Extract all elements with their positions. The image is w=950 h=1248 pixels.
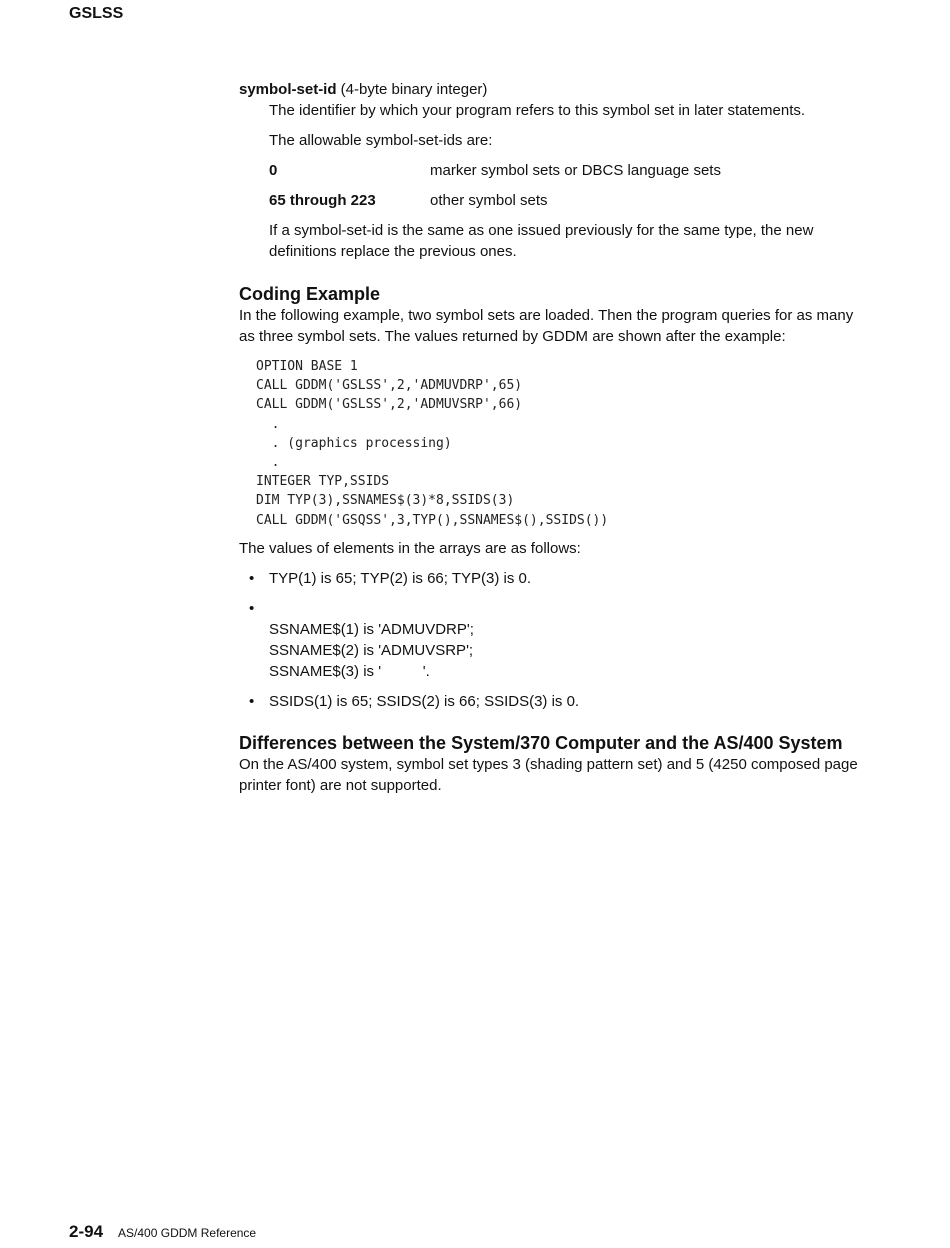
allowable-values-list xyxy=(269,160,864,211)
value-row xyxy=(269,160,864,181)
page-content xyxy=(239,79,864,796)
bullet-icon: • xyxy=(249,692,255,710)
value-row xyxy=(269,190,864,211)
value-desc: other symbol sets xyxy=(430,192,548,209)
coding-example-heading: Coding Example xyxy=(239,284,381,304)
running-head: GSLSS xyxy=(69,5,124,22)
parameter-entry xyxy=(239,79,864,100)
ssname-line: SSNAME$(3) is ' '. xyxy=(269,662,430,680)
page-footer xyxy=(69,1221,256,1244)
values-list xyxy=(239,568,864,712)
typ-values: TYP(1) is 65; TYP(2) is 66; TYP(3) is 0. xyxy=(269,569,532,587)
bullet-icon: • xyxy=(249,599,255,617)
differences-heading: Differences between the System/370 Computer and the AS/400 System xyxy=(239,732,843,753)
list-item xyxy=(239,691,864,712)
parameter-type: (4-byte binary integer) xyxy=(336,81,488,98)
allowable-intro: The allowable symbol-set-ids are: xyxy=(269,132,493,149)
parameter-description xyxy=(269,100,864,262)
value-desc: marker symbol sets or DBCS language sets xyxy=(430,162,721,179)
list-item xyxy=(239,568,864,589)
page-number: 2-94 xyxy=(69,1222,104,1241)
ssids-values: SSIDS(1) is 65; SSIDS(2) is 66; SSIDS(3) is 0. xyxy=(269,692,580,710)
coding-example-intro: In the following example, two symbol sets are loaded. Then the program queries for as many as three symbol sets. The values returned by GDDM are shown after the example: xyxy=(239,307,854,345)
list-item xyxy=(239,598,864,682)
value-term: 0 xyxy=(269,162,278,179)
differences-text: On the AS/400 system, symbol set types 3 (shading pattern set) and 5 (4250 composed page printer font) are not supported. xyxy=(239,755,858,794)
ssname-line: SSNAME$(2) is 'ADMUVSRP'; xyxy=(269,641,474,659)
parameter-desc-text: The identifier by which your program refers to this symbol set in later statements. xyxy=(269,102,806,119)
replacement-note: If a symbol-set-id is the same as one issued previously for the same type, the new definitions replace the previous ones. xyxy=(269,222,814,260)
code-listing: OPTION BASE 1 CALL GDDM('GSLSS',2,'ADMUVDRP',65) CALL GDDM('GSLSS',2,'ADMUVSRP',66) . . (graphics processing) . INTEGER TYP,SSIDS DIM TYP(3),SSNAMES$(3)*8,SSIDS(3) CALL GDDM('GSQSS',3,TYP(),SSNAMES$(),SSIDS()) xyxy=(256,359,609,528)
book-title: AS/400 GDDM Reference xyxy=(118,1226,257,1240)
parameter-name: symbol-set-id xyxy=(239,81,337,98)
ssname-values xyxy=(269,598,864,682)
bullet-icon: • xyxy=(249,569,255,587)
value-term: 65 through 223 xyxy=(269,192,376,209)
ssname-line: SSNAME$(1) is 'ADMUVDRP'; xyxy=(269,620,474,638)
values-intro: The values of elements in the arrays are as follows: xyxy=(239,539,581,557)
